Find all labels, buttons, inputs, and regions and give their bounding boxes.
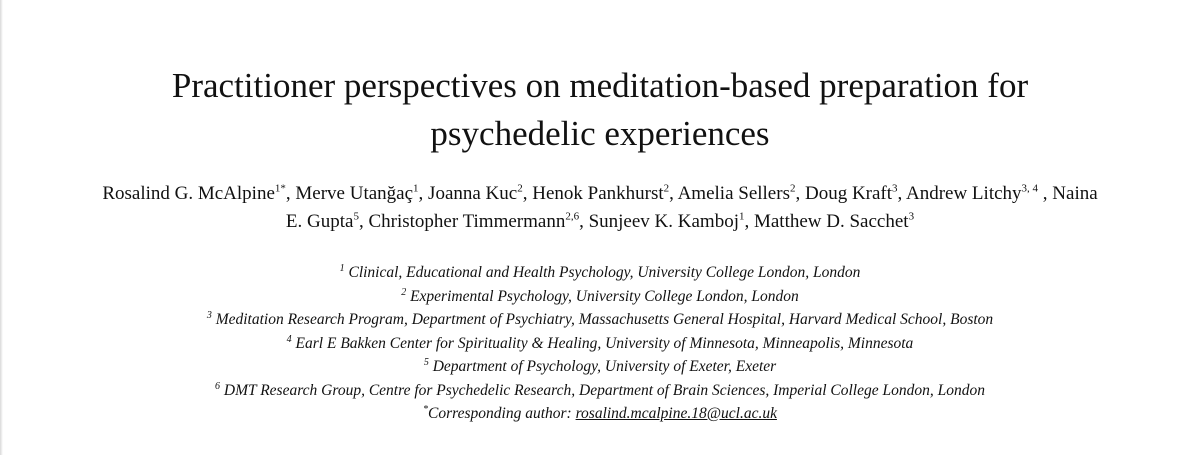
- author: Merve Utanğaç$^1$,: [295, 182, 429, 204]
- author: Andrew Litchy$^{3, 4}$ ,: [905, 182, 1053, 204]
- author-affiliation-marker: 3, 4: [1021, 182, 1039, 195]
- author-affiliation-marker: 3: [908, 210, 915, 223]
- author-affiliation-marker: 3: [892, 182, 898, 195]
- author-affiliation-marker: 1: [413, 182, 419, 195]
- author: Naina E. Gupta$^5$,: [285, 183, 1098, 232]
- author-affiliation-marker: 5: [353, 210, 359, 223]
- corresponding-author: [100, 402, 1100, 426]
- corresponding-label: Corresponding author:: [428, 405, 576, 422]
- corresponding-marker: *: [423, 403, 429, 415]
- author-affiliation-marker: 1: [738, 210, 745, 223]
- affiliation-number: 1: [339, 262, 345, 274]
- author: Matthew D. Sacchet$^3$: [753, 210, 915, 232]
- affiliation-number: 3: [206, 309, 212, 321]
- title-line-1: Practitioner perspectives on meditation-based preparation for: [171, 66, 1029, 105]
- affiliation-item: $^4$ Earl E Bakken Center for Spirituality & Healing, University of Minnesota, Minneapolis, Minnesota: [286, 333, 914, 352]
- author: Christopher Timmermann$^{2,6}$,: [368, 210, 589, 232]
- affiliation-item: $^1$ Clinical, Educational and Health Psychology, University College London, London: [339, 262, 861, 281]
- page-edge: [0, 0, 3, 455]
- author-affiliation-marker: 2: [663, 182, 670, 195]
- affiliation-list: [100, 261, 1100, 426]
- author: Sunjeev K. Kamboj$^1$,: [588, 210, 754, 232]
- affiliation-item: $^2$ Experimental Psychology, University College London, London: [401, 286, 799, 305]
- corresponding-email-link[interactable]: rosalind.mcalpine.18@ucl.ac.uk: [575, 405, 777, 422]
- author: Joanna Kuc$^2$,: [428, 182, 533, 204]
- affiliation-number: 6: [215, 380, 221, 392]
- author-affiliation-marker: 1*: [274, 182, 286, 195]
- affiliation-item: $^3$ Meditation Research Program, Department of Psychiatry, Massachusetts General Hospital, Harvard Medical School, Boston: [206, 309, 994, 328]
- author: Amelia Sellers$^2$,: [677, 182, 805, 204]
- title-line-2: psychedelic experiences: [430, 114, 770, 153]
- affiliation-number: 4: [286, 333, 292, 345]
- affiliation-number: 5: [423, 356, 429, 368]
- paper-title: [80, 62, 1120, 158]
- author-affiliation-marker: 2,6: [565, 210, 580, 223]
- author-list: [100, 180, 1100, 236]
- affiliation-item: $^6$ DMT Research Group, Centre for Psychedelic Research, Department of Brain Sciences, Imperial College London, London: [215, 380, 985, 399]
- author: Rosalind G. McAlpine$^{1*}$,: [102, 182, 296, 204]
- author: Doug Kraft$^3$,: [804, 182, 906, 204]
- author-affiliation-marker: 2: [517, 182, 523, 195]
- author-affiliation-marker: 2: [789, 182, 796, 195]
- author: Henok Pankhurst$^2$,: [532, 182, 678, 204]
- affiliation-item: $^5$ Department of Psychology, University of Exeter, Exeter: [423, 356, 777, 375]
- affiliation-number: 2: [401, 286, 407, 298]
